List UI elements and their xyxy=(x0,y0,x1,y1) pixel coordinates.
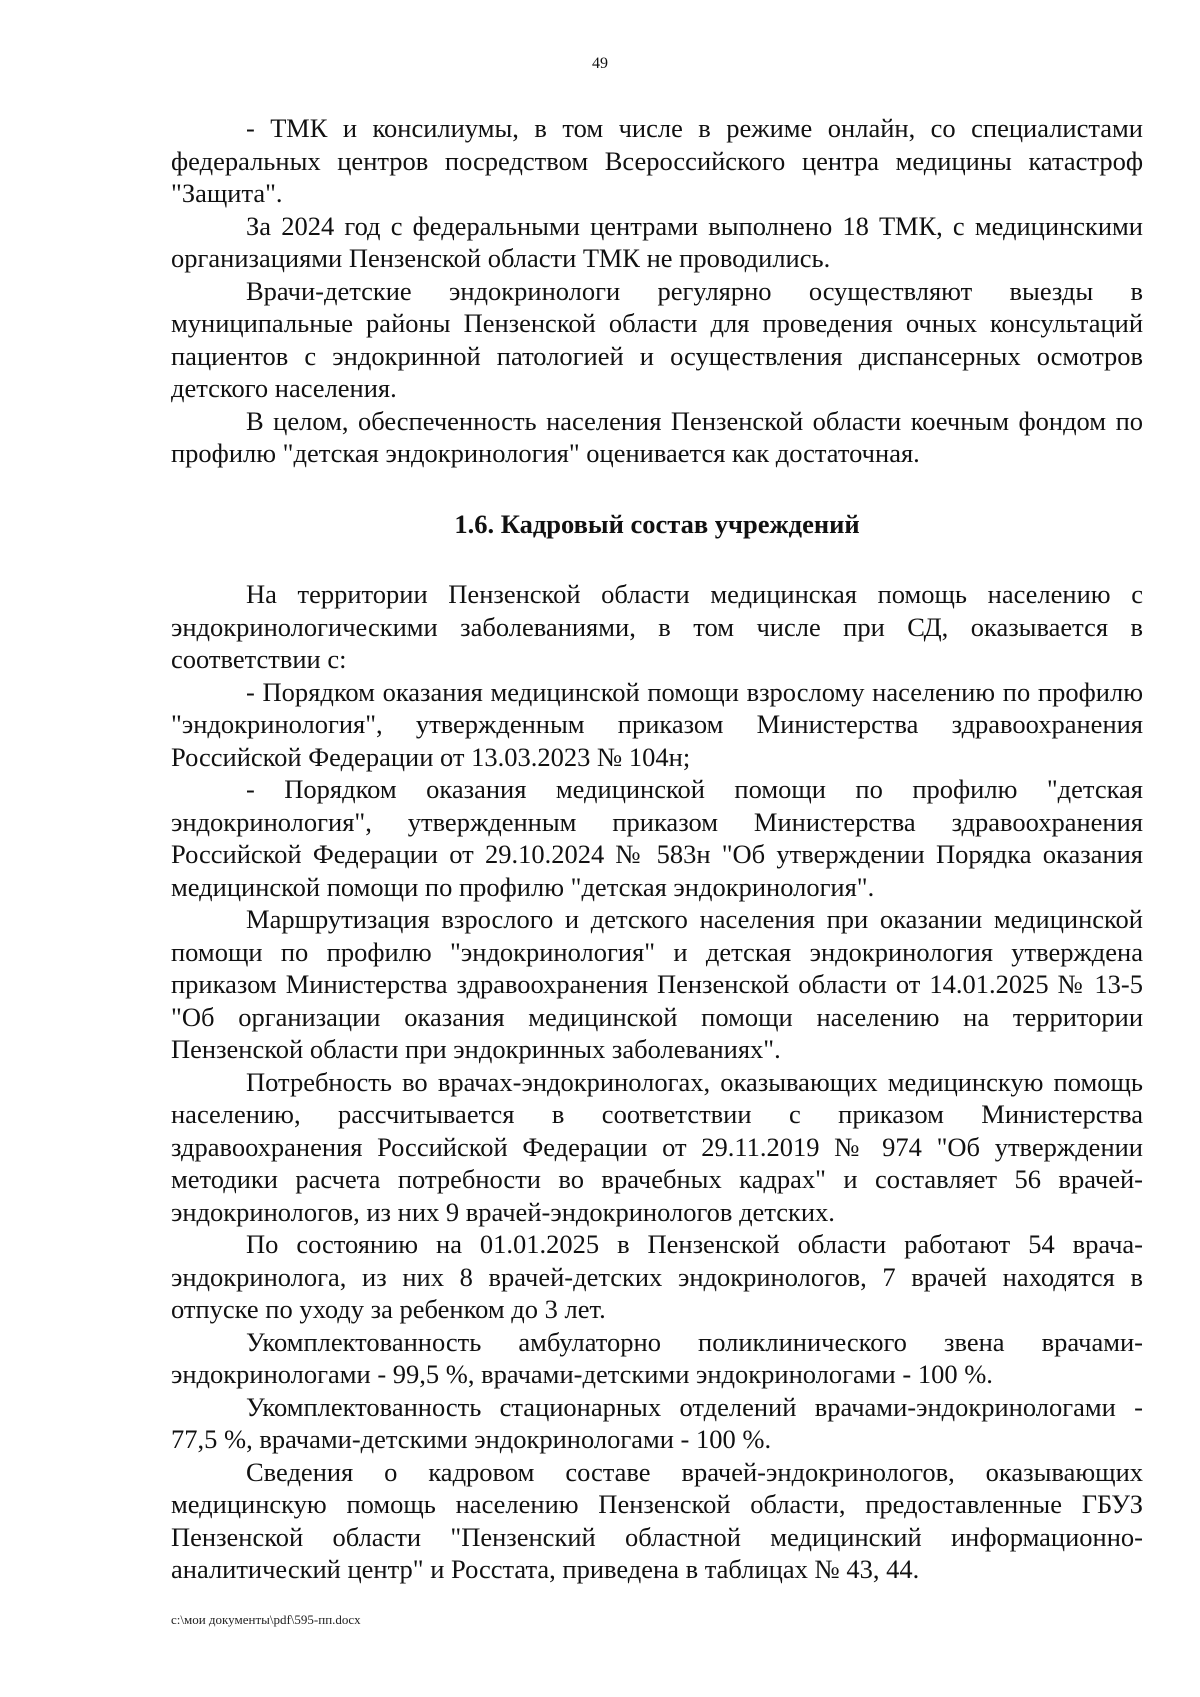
paragraph-legal-basis: На территории Пензенской области медицинская помощь населению с эндокринологическими заболеваниями, в том числе при СД, оказывается в соответствии с: xyxy=(171,579,1143,674)
paragraph-bed-capacity: В целом, обеспеченность населения Пензенской области коечным фондом по профилю "детская эндокринология" оценивается как достаточная. xyxy=(171,405,1143,468)
paragraph-tmk-2024: За 2024 год с федеральными центрами выполнено 18 ТМК, с медицинскими организациями Пензенской области ТМК не проводились. xyxy=(171,210,1143,273)
paragraph-tmk-consultations: - ТМК и консилиумы, в том числе в режиме онлайн, со специалистами федеральных центров посредством Всероссийского центра медицины катастроф "Защита". xyxy=(171,113,1143,208)
paragraph-tables-reference: Сведения о кадровом составе врачей-эндокринологов, оказывающих медицинскую помощь населению Пензенской области, предоставленные ГБУЗ Пензенской области "Пензенский областной медицинский информационно-аналитический центр" и Росстата, приведена в таблицах № 43, 44. xyxy=(171,1456,1143,1584)
paragraph-routing: Маршрутизация взрослого и детского населения при оказании медицинской помощи по профилю "эндокринология" и детская эндокринология утверждена приказом Министерства здравоохранения Пензенской области от 14.01.2025 № 13-5 "Об организации оказания медицинской помощи населению на территории Пензенской области при эндокринных заболеваниях". xyxy=(171,904,1143,1064)
paragraph-staff-need: Потребность во врачах-эндокринологах, оказывающих медицинскую помощь населению, рассчитывается в соответствии с приказом Министерства здравоохранения Российской Федерации от 29.11.2019 № 974 "Об утверждении методики расчета потребности во врачебных кадрах" и составляет 56 врачей-эндокринологов, из них 9 врачей-эндокринологов детских. xyxy=(171,1066,1143,1227)
paragraph-pediatric-visits: Врачи-детские эндокринологи регулярно осуществляют выезды в муниципальные районы Пензенской области для проведения очных консультаций пациентов с эндокринной патологией и осуществления диспансерных осмотров детского населения. xyxy=(171,275,1143,403)
paragraph-inpatient-staffing: Укомплектованность стационарных отделений врачами-эндокринологами - 77,5 %, врачами-детскими эндокринологами - 100 %. xyxy=(171,1391,1143,1454)
list-item-adult-order: - Порядком оказания медицинской помощи взрослому населению по профилю "эндокринология", утвержденным приказом Министерства здравоохранения Российской Федерации от 13.03.2023 № 104н; xyxy=(171,676,1143,772)
paragraph-staff-status: По состоянию на 01.01.2025 в Пензенской области работают 54 врача-эндокринолога, из них 8 врачей-детских эндокринологов, 7 врачей находятся в отпуске по уходу за ребенком до 3 лет. xyxy=(171,1229,1143,1324)
section-heading: 1.6. Кадровый состав учреждений xyxy=(454,508,860,539)
list-item-pediatric-order: - Порядком оказания медицинской помощи по профилю "детская эндокринология", утвержденным приказом Министерства здравоохранения Российской Федерации от 29.10.2024 № 583н "Об утверждении Порядка оказания медицинской помощи по профилю "детская эндокринология". xyxy=(171,774,1143,902)
footer-file-path: c:\мои документы\pdf\595-пп.docx xyxy=(171,1612,361,1627)
page-number: 49 xyxy=(592,55,608,72)
document-body xyxy=(171,112,1143,1586)
paragraph-outpatient-staffing: Укомплектованность амбулаторно поликлинического звена врачами-эндокринологами - 99,5 %, врачами-детскими эндокринологами - 100 %. xyxy=(171,1326,1143,1389)
